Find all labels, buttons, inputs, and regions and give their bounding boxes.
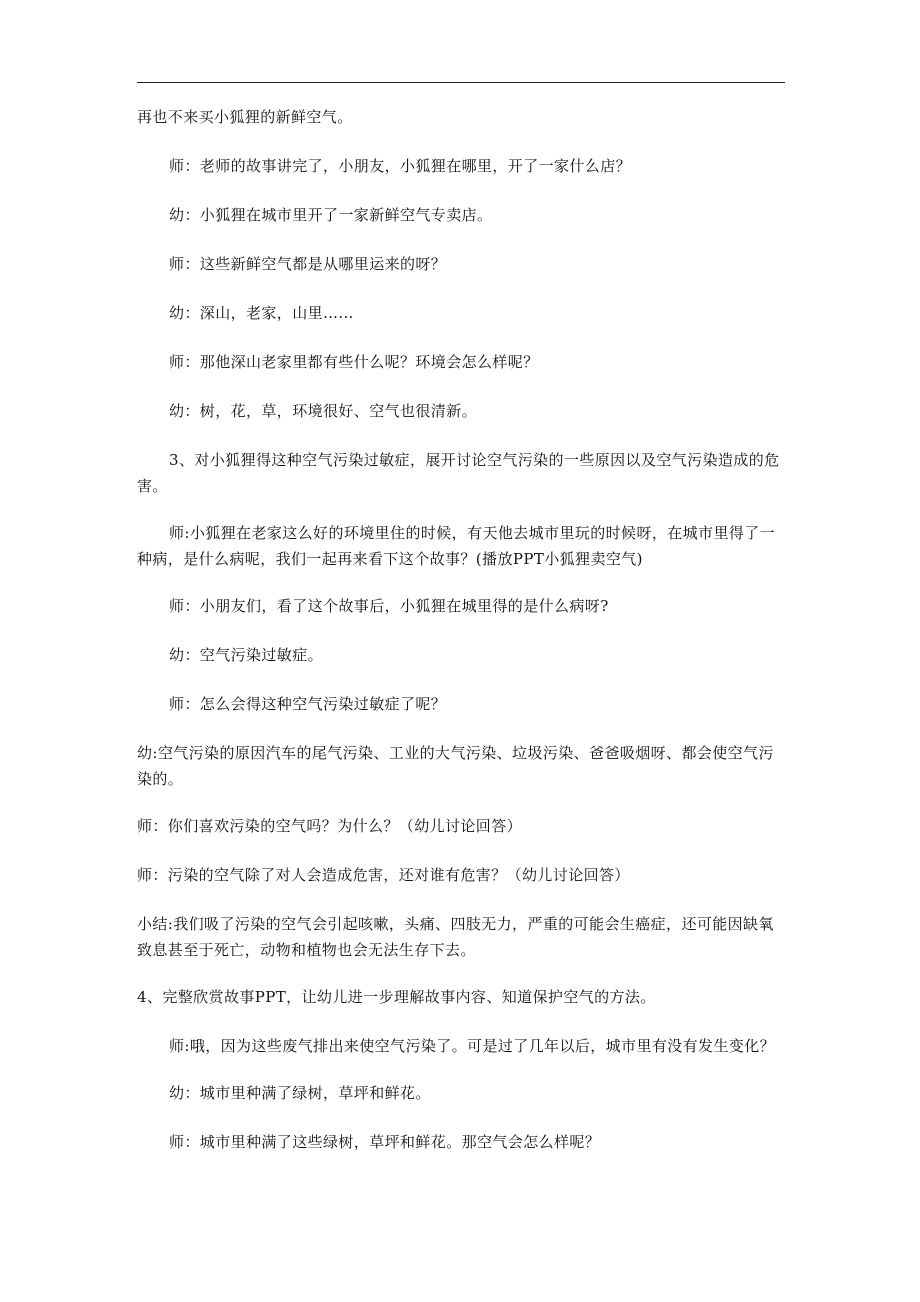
paragraph-11: 幼：空气污染过敏症。 [169, 646, 324, 664]
paragraph-12: 师：怎么会得这种空气污染过敏症了呢？ [169, 695, 447, 713]
paragraph-4: 师：这些新鲜空气都是从哪里运来的呀？ [169, 255, 447, 273]
paragraph-5: 幼：深山，老家，山里…… [169, 304, 354, 322]
paragraph-1: 再也不来买小狐狸的新鲜空气。 [137, 108, 353, 126]
paragraph-6: 师：那他深山老家里都有些什么呢？环境会怎么样呢？ [169, 353, 539, 371]
paragraph-15: 师：污染的空气除了对人会造成危害，还对谁有危害？（幼儿讨论回答） [137, 866, 630, 884]
paragraph-3: 幼：小狐狸在城市里开了一家新鲜空气专卖店。 [169, 206, 493, 224]
paragraph-17: 4、完整欣赏故事PPT，让幼儿进一步理解故事内容、知道保护空气的方法。 [137, 988, 656, 1006]
paragraph-20: 师：城市里种满了这些绿树，草坪和鲜花。那空气会怎么样呢？ [169, 1133, 601, 1151]
paragraph-9: 师:小狐狸在老家这么好的环境里住的时候，有天他去城市里玩的时候呀，在城市里得了一种病，是什么病呢，我们一起再来看下这个故事？(播放PPT小狐狸卖空气) [137, 524, 776, 568]
header-rule [137, 82, 785, 83]
paragraph-10: 师：小朋友们，看了这个故事后，小狐狸在城里得的是什么病呀? [169, 597, 609, 615]
paragraph-19: 幼：城市里种满了绿树，草坪和鲜花。 [169, 1084, 431, 1102]
paragraph-7: 幼：树，花，草，环境很好、空气也很清新。 [169, 402, 478, 420]
paragraph-14: 师：你们喜欢污染的空气吗？为什么？（幼儿讨论回答） [137, 817, 523, 835]
paragraph-16: 小结:我们吸了污染的空气会引起咳嗽，头痛、四肢无力，严重的可能会生癌症，还可能因缺氧致息甚至于死亡，动物和植物也会无法生存下去。 [137, 915, 774, 959]
paragraph-18: 师:哦，因为这些废气排出来使空气污染了。可是过了几年以后，城市里有没有发生变化？ [169, 1037, 776, 1055]
document-body [137, 104, 785, 1178]
paragraph-13: 幼:空气污染的原因汽车的尾气污染、工业的大气污染、垃圾污染、爸爸吸烟呀、都会使空气污染的。 [137, 744, 774, 788]
paragraph-8: 3、对小狐狸得这种空气污染过敏症，展开讨论空气污染的一些原因以及空气污染造成的危害。 [137, 451, 780, 495]
paragraph-2: 师：老师的故事讲完了，小朋友，小狐狸在哪里，开了一家什么店？ [169, 157, 632, 175]
